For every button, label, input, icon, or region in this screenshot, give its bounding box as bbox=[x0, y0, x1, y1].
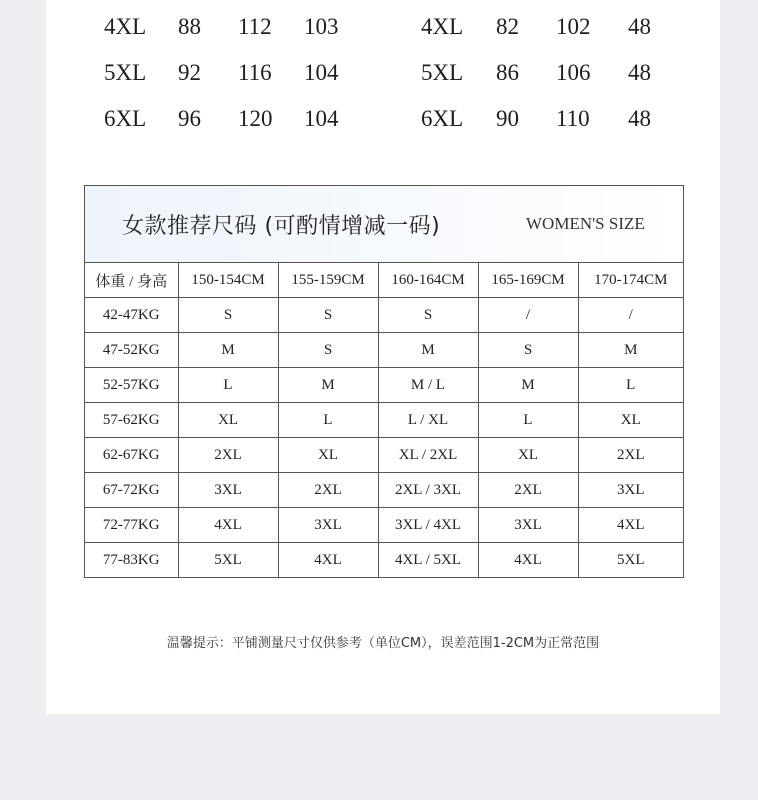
size-cell: 4XL / 5XL bbox=[378, 543, 478, 578]
table-row bbox=[85, 368, 683, 403]
size-cell: S bbox=[278, 298, 378, 333]
size-cell: 2XL bbox=[178, 438, 278, 473]
size-cell: 4XL bbox=[478, 543, 578, 578]
table-row bbox=[85, 543, 683, 578]
size-cell: / bbox=[478, 298, 578, 333]
table-row bbox=[85, 333, 683, 368]
column-header: 155-159CM bbox=[278, 263, 378, 298]
weight-cell: 77-83KG bbox=[85, 543, 178, 578]
table-row bbox=[46, 6, 720, 46]
column-header: 体重 / 身高 bbox=[85, 263, 178, 298]
table-row bbox=[46, 98, 720, 138]
weight-cell: 62-67KG bbox=[85, 438, 178, 473]
size-cell: XL / 2XL bbox=[378, 438, 478, 473]
women-size-title-en: WOMEN'S SIZE bbox=[526, 214, 645, 233]
size-cell: 3XL bbox=[478, 508, 578, 543]
size-cell: L / XL bbox=[378, 403, 478, 438]
size-cell: S bbox=[278, 333, 378, 368]
table-row bbox=[85, 298, 683, 333]
cell: 103 bbox=[304, 14, 339, 39]
size-cell: 5XL bbox=[178, 543, 278, 578]
size-cell: M bbox=[378, 333, 478, 368]
size-chart-card bbox=[46, 0, 720, 714]
size-cell: L bbox=[478, 403, 578, 438]
size-cell: 2XL bbox=[578, 438, 683, 473]
size-cell: M bbox=[578, 333, 683, 368]
size-cell: M bbox=[178, 333, 278, 368]
cell: 102 bbox=[556, 14, 591, 39]
weight-cell: 47-52KG bbox=[85, 333, 178, 368]
women-size-title: 女款推荐尺码 (可酌情增减一码) bbox=[122, 214, 441, 239]
cell: 92 bbox=[178, 60, 201, 85]
weight-cell: 72-77KG bbox=[85, 508, 178, 543]
column-header: 165-169CM bbox=[478, 263, 578, 298]
size-cell: 3XL bbox=[278, 508, 378, 543]
women-size-table-header bbox=[85, 186, 683, 263]
cell: 5XL bbox=[104, 60, 147, 85]
table-row bbox=[85, 508, 683, 543]
cell: 4XL bbox=[104, 14, 147, 39]
size-cell: 3XL bbox=[578, 473, 683, 508]
cell: 116 bbox=[238, 60, 272, 85]
cell: 96 bbox=[178, 106, 201, 131]
size-cell: S bbox=[178, 298, 278, 333]
cell: 5XL bbox=[421, 60, 464, 85]
size-cell: / bbox=[578, 298, 683, 333]
cell: 110 bbox=[556, 106, 590, 131]
size-cell: 2XL / 3XL bbox=[378, 473, 478, 508]
header-row bbox=[85, 263, 683, 298]
cell: 48 bbox=[628, 106, 651, 131]
cell: 82 bbox=[496, 14, 519, 39]
women-size-grid bbox=[85, 263, 683, 577]
measurement-note: 温馨提示：平铺测量尺寸仅供参考（单位CM），误差范围1-2CM为正常范围 bbox=[166, 636, 600, 651]
size-cell: 2XL bbox=[278, 473, 378, 508]
size-cell: M bbox=[278, 368, 378, 403]
size-cell: XL bbox=[178, 403, 278, 438]
size-cell: 4XL bbox=[578, 508, 683, 543]
column-header: 150-154CM bbox=[178, 263, 278, 298]
size-cell: L bbox=[278, 403, 378, 438]
size-cell: 2XL bbox=[478, 473, 578, 508]
table-row bbox=[85, 438, 683, 473]
size-cell: 3XL / 4XL bbox=[378, 508, 478, 543]
women-size-table bbox=[84, 185, 684, 578]
size-cell: S bbox=[378, 298, 478, 333]
cell: 6XL bbox=[421, 106, 464, 131]
cell: 48 bbox=[628, 14, 651, 39]
size-cell: XL bbox=[278, 438, 378, 473]
size-cell: XL bbox=[578, 403, 683, 438]
cell: 104 bbox=[304, 106, 339, 131]
table-row bbox=[46, 52, 720, 92]
cell: 120 bbox=[238, 106, 273, 131]
column-header: 160-164CM bbox=[378, 263, 478, 298]
size-cell: L bbox=[578, 368, 683, 403]
cell: 6XL bbox=[104, 106, 147, 131]
size-cell: 4XL bbox=[178, 508, 278, 543]
cell: 104 bbox=[304, 60, 339, 85]
size-cell: L bbox=[178, 368, 278, 403]
cell: 112 bbox=[238, 14, 272, 39]
cell: 86 bbox=[496, 60, 519, 85]
weight-cell: 42-47KG bbox=[85, 298, 178, 333]
cell: 106 bbox=[556, 60, 591, 85]
cell: 4XL bbox=[421, 14, 464, 39]
size-cell: M bbox=[478, 368, 578, 403]
cell: 88 bbox=[178, 14, 201, 39]
weight-cell: 67-72KG bbox=[85, 473, 178, 508]
column-header: 170-174CM bbox=[578, 263, 683, 298]
cell: 48 bbox=[628, 60, 651, 85]
weight-cell: 52-57KG bbox=[85, 368, 178, 403]
cell: 90 bbox=[496, 106, 519, 131]
size-cell: XL bbox=[478, 438, 578, 473]
size-cell: M / L bbox=[378, 368, 478, 403]
size-cell: 5XL bbox=[617, 551, 645, 568]
table-row bbox=[85, 473, 683, 508]
size-cell: 4XL bbox=[278, 543, 378, 578]
weight-cell: 57-62KG bbox=[85, 403, 178, 438]
size-cell: S bbox=[478, 333, 578, 368]
size-cell: 3XL bbox=[178, 473, 278, 508]
table-row bbox=[85, 403, 683, 438]
